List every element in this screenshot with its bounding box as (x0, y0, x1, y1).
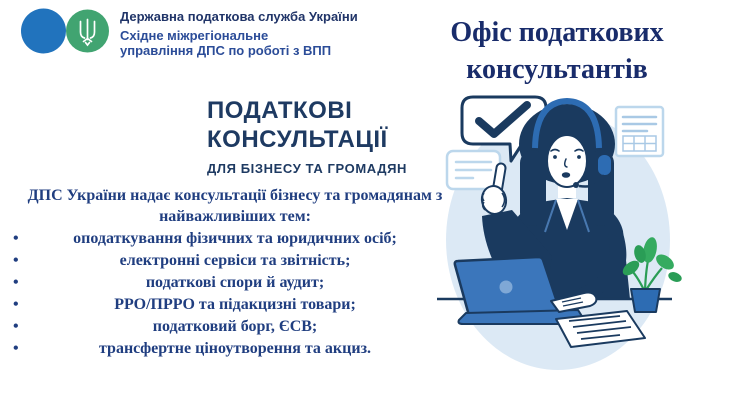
header (120, 10, 358, 58)
bullet-marker: • (13, 252, 19, 269)
main-title (207, 96, 407, 176)
list-item (3, 272, 467, 294)
logo-blue-circle (21, 9, 66, 54)
bullet-text: оподаткування фізичних та юридичних осіб; (73, 230, 397, 247)
body-text (3, 185, 467, 360)
division-line2: управління ДПС по роботі з ВПП (120, 43, 332, 58)
main-title-subtitle: ДЛЯ БІЗНЕСУ ТА ГРОМАДЯН (207, 161, 408, 176)
list-item (3, 228, 467, 250)
document-table-icon (616, 107, 663, 156)
intro-line1: ДПС України надає консультації бізнесу та громадянам з (27, 187, 443, 204)
office-title-line1: Офіс податкових (450, 17, 664, 48)
bullet-text: РРО/ПРРО та підакцизні товари; (114, 296, 356, 313)
bullet-marker: • (13, 296, 19, 313)
list-item (3, 250, 467, 272)
main-title-line1: ПОДАТКОВІ (207, 97, 353, 124)
bullet-text: електронні сервіси та звітність; (119, 252, 351, 269)
list-item (3, 316, 467, 338)
face (547, 135, 587, 187)
main-title-line2: КОНСУЛЬТАЦІЇ (207, 126, 388, 153)
document-lines-icon (447, 151, 500, 189)
bullet-marker: • (13, 318, 19, 335)
org-name: Державна податкова служба України (120, 9, 358, 24)
office-title (420, 14, 694, 88)
dps-logo (20, 6, 116, 56)
bullet-marker: • (13, 274, 19, 291)
division-name (120, 28, 358, 58)
topics-list (3, 228, 467, 360)
office-title-line2: консультантів (466, 54, 648, 85)
bullet-text: податкові спори й аудит; (145, 274, 325, 291)
bullet-marker: • (13, 230, 19, 247)
intro-line2: найважливіших тем: (159, 208, 311, 225)
list-item (3, 338, 467, 360)
list-item (3, 294, 467, 316)
division-line1: Східне міжрегіональне (120, 28, 269, 43)
bullet-text: трансфертне ціноутворення та акциз. (99, 340, 371, 357)
bullet-marker: • (13, 340, 19, 357)
bullet-text: податковий борг, ЄСВ; (152, 318, 318, 335)
laptop-logo (500, 281, 513, 294)
